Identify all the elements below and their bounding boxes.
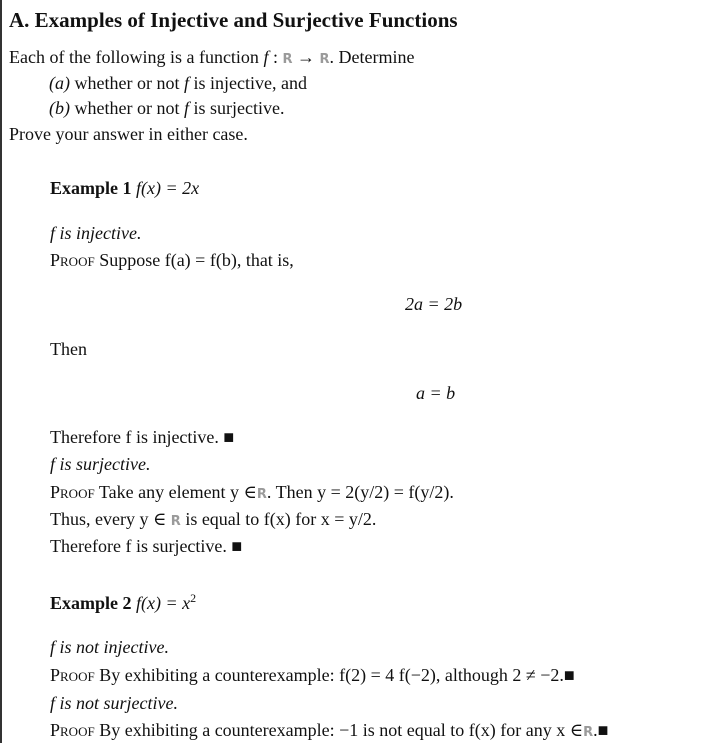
proof-not-surjective-suffix: .■ <box>593 720 609 740</box>
item-b-suffix: is surjective. <box>188 98 285 118</box>
claim-injective: f is injective. <box>50 223 142 243</box>
intro-line-1 <box>9 46 414 71</box>
proof-label: Proof <box>50 665 95 685</box>
equation-2a-2b: 2a = 2b <box>405 294 463 314</box>
proof-not-injective-text: By exhibiting a counterexample: f(2) = 4 f(−2), although 2 ≠ −2.■ <box>94 665 575 685</box>
claim-surjective: f is surjective. <box>50 454 151 474</box>
claim-not-injective: f is not injective. <box>50 637 169 657</box>
item-a-suffix: is injective, and <box>188 73 307 93</box>
reals-symbol: R <box>282 52 293 67</box>
item-a-label: (a) <box>49 73 70 93</box>
proof-surjective <box>50 481 454 506</box>
example-2-label: Example 2 <box>50 593 132 613</box>
exponent: 2 <box>190 591 197 605</box>
left-margin-rule <box>0 0 2 743</box>
example-1-heading <box>50 177 199 199</box>
proof-injective-text: Suppose f(a) = f(b), that is, <box>94 250 294 270</box>
proof-injective <box>50 249 294 271</box>
intro-item-b <box>49 97 284 119</box>
arrow: → <box>292 47 320 67</box>
item-a-text: whether or not <box>70 73 184 93</box>
function-symbol: f <box>263 47 269 67</box>
intro-suffix: . Determine <box>329 47 415 67</box>
example-2-heading <box>50 592 196 614</box>
function-symbol: f <box>183 73 189 93</box>
example-2-function: f(x) = x <box>136 593 191 613</box>
thus-suffix: is equal to f(x) for x = y/2. <box>180 509 377 529</box>
conclusion-injective: Therefore f is injective. ■ <box>50 427 235 447</box>
proof-not-surjective-prefix: By exhibiting a counterexample: −1 is not equal to f(x) for any x ∈ <box>94 720 584 740</box>
section-title: A. Examples of Injective and Surjective Functions <box>9 8 458 32</box>
prove-line: Prove your answer in either case. <box>9 124 248 144</box>
proof-label: Proof <box>50 720 95 740</box>
claim-not-surjective: f is not surjective. <box>50 693 178 713</box>
proof-label: Proof <box>50 250 95 270</box>
colon: : <box>268 47 283 67</box>
item-b-text: whether or not <box>70 98 184 118</box>
equation-a-b: a = b <box>416 383 456 403</box>
intro-item-a <box>49 72 307 94</box>
proof-surjective-prefix: Take any element y ∈ <box>94 482 257 502</box>
proof-surjective-suffix: . Then y = 2(y/2) = f(y/2). <box>266 482 454 502</box>
example-1-function: f(x) = 2x <box>136 178 200 198</box>
then-text: Then <box>50 339 87 359</box>
item-b-label: (b) <box>49 98 70 118</box>
reals-symbol: R <box>583 725 594 740</box>
function-symbol: f <box>183 98 189 118</box>
intro-prefix: Each of the following is a function <box>9 47 264 67</box>
conclusion-surjective: Therefore f is surjective. ■ <box>50 536 243 556</box>
reals-symbol: R <box>256 487 267 502</box>
thus-line <box>50 508 376 533</box>
reals-symbol: R <box>170 514 181 529</box>
example-1-label: Example 1 <box>50 178 132 198</box>
proof-label: Proof <box>50 482 95 502</box>
proof-not-surjective <box>50 719 608 744</box>
reals-symbol: R <box>319 52 330 67</box>
proof-not-injective <box>50 664 575 686</box>
thus-prefix: Thus, every y ∈ <box>50 509 171 529</box>
